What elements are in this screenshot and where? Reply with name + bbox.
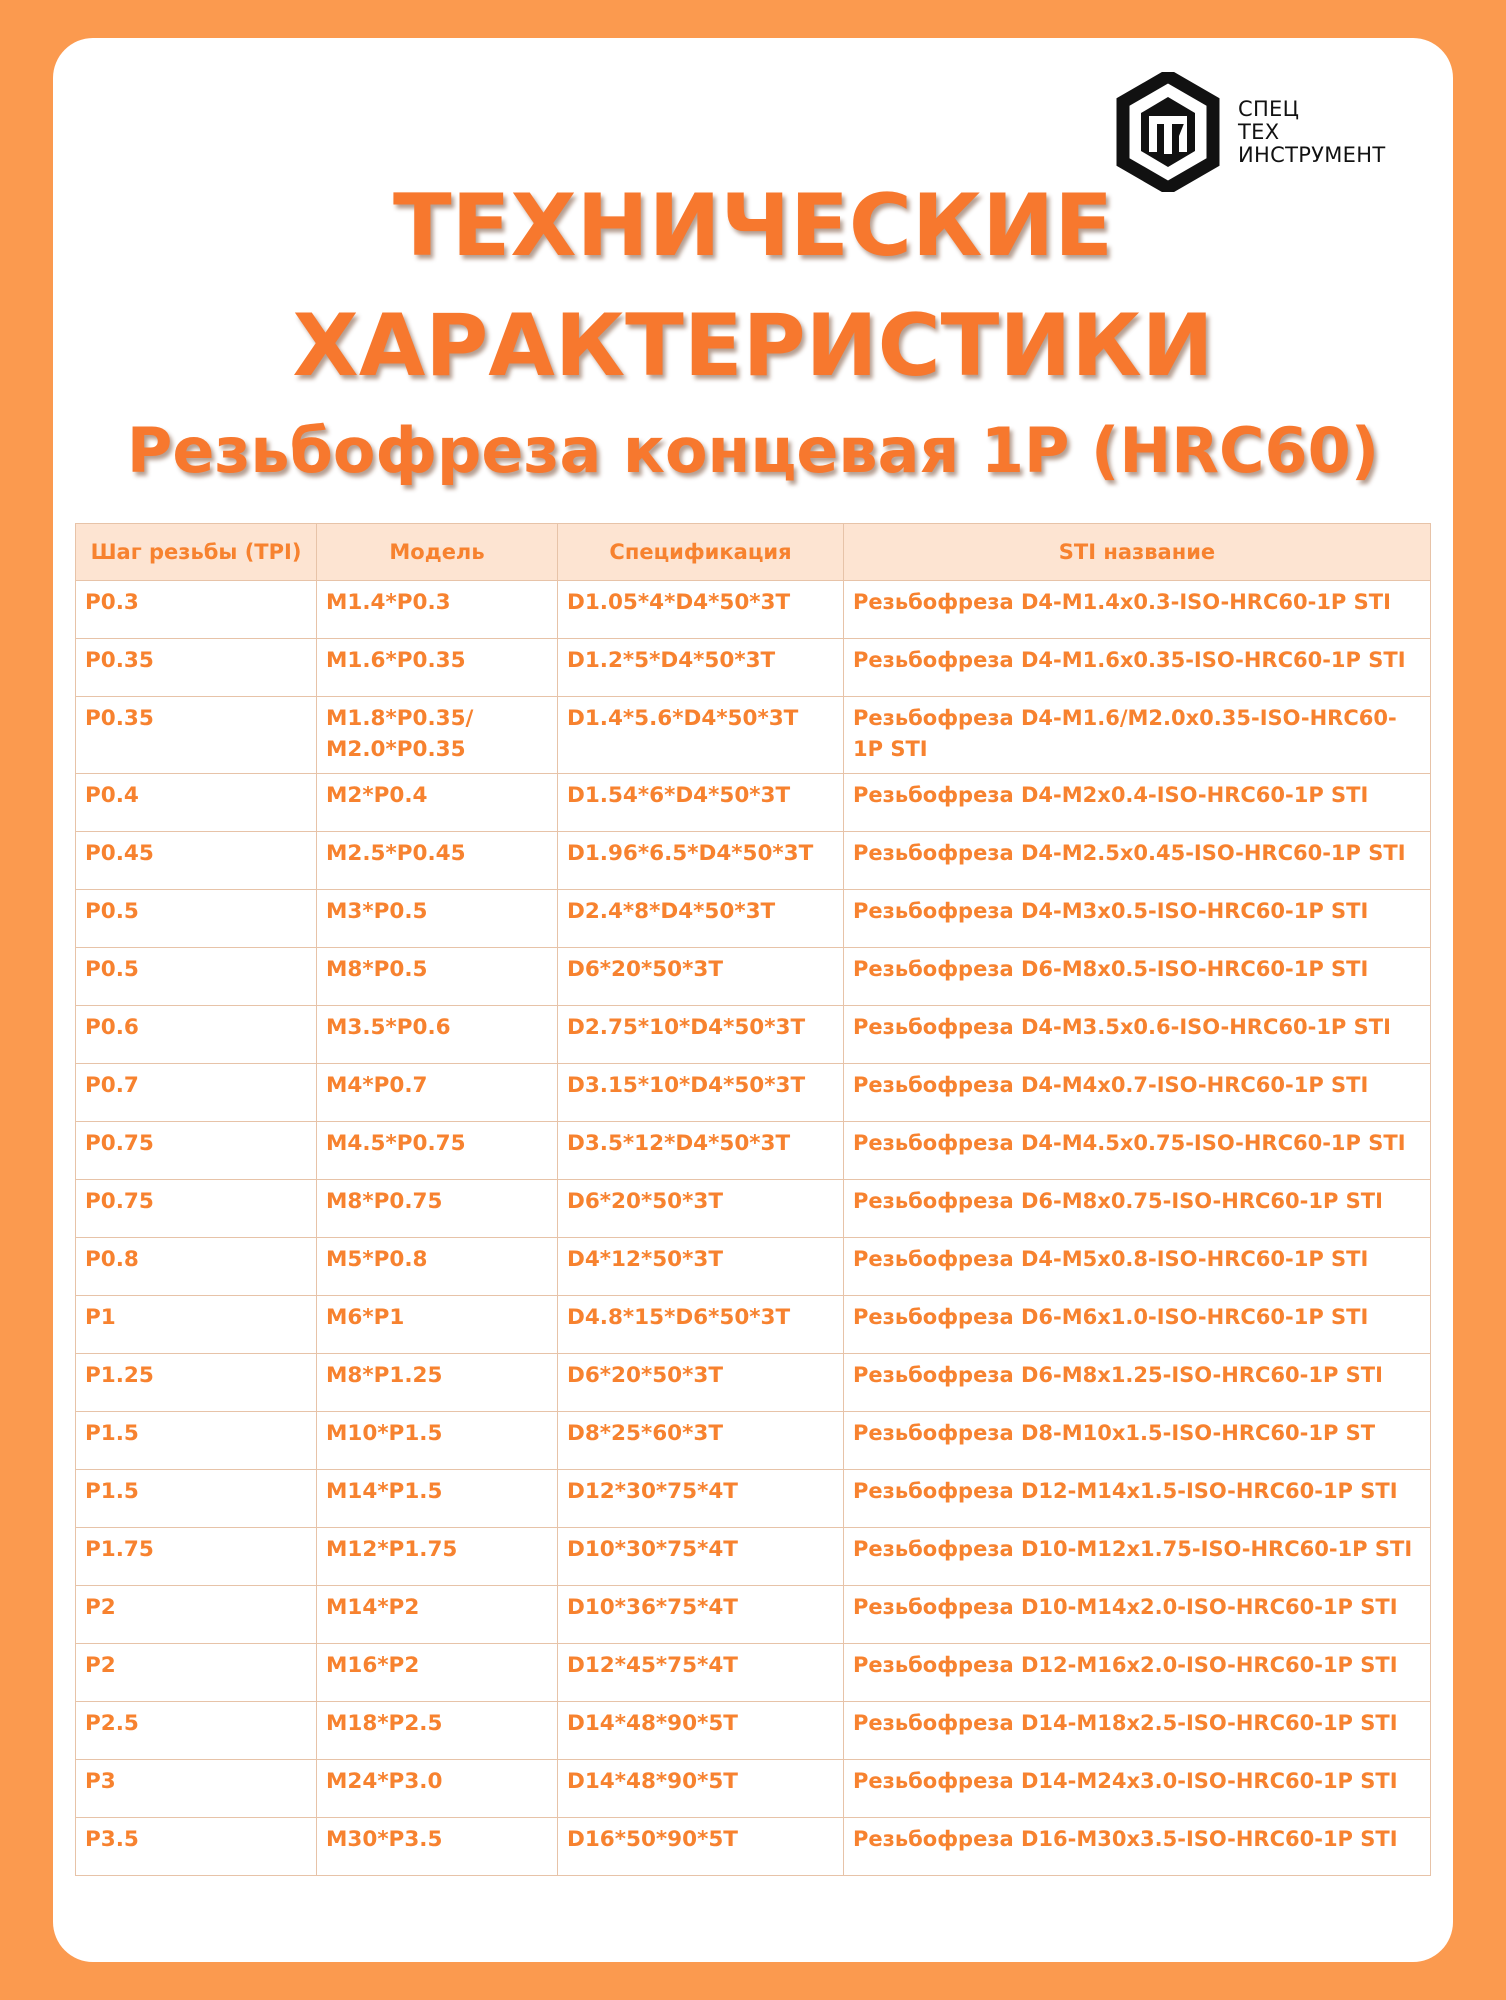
table-row — [76, 774, 1431, 832]
cell-sti-name: Резьбофреза D4-M1.6x0.35-ISO-HRC60-1P STI — [844, 639, 1431, 697]
cell-sti-name: Резьбофреза D4-M1.6/M2.0x0.35-ISO-HRC60-1P STI — [844, 697, 1431, 774]
table-row — [76, 1238, 1431, 1296]
table-row — [76, 1586, 1431, 1644]
logo-line-3: ИНСТРУМЕНТ — [1238, 142, 1386, 167]
cell-thread-pitch: P0.4 — [76, 774, 317, 832]
cell-model: M8*P0.75 — [317, 1180, 558, 1238]
table-row — [76, 1644, 1431, 1702]
cell-model: M6*P1 — [317, 1296, 558, 1354]
cell-model: M18*P2.5 — [317, 1702, 558, 1760]
table-row — [76, 1354, 1431, 1412]
spec-card — [53, 38, 1453, 1962]
cell-sti-name: Резьбофреза D4-M5x0.8-ISO-HRC60-1P STI — [844, 1238, 1431, 1296]
cell-thread-pitch: P1 — [76, 1296, 317, 1354]
cell-specification: D8*25*60*3T — [558, 1412, 844, 1470]
cell-thread-pitch: P2 — [76, 1586, 317, 1644]
cell-specification: D3.15*10*D4*50*3T — [558, 1064, 844, 1122]
table-row — [76, 1006, 1431, 1064]
cell-thread-pitch: P0.5 — [76, 890, 317, 948]
header-model: Модель — [317, 524, 558, 581]
cell-model: M10*P1.5 — [317, 1412, 558, 1470]
cell-sti-name: Резьбофреза D6-M8x0.5-ISO-HRC60-1P STI — [844, 948, 1431, 1006]
table-row — [76, 1528, 1431, 1586]
cell-thread-pitch: P1.5 — [76, 1470, 317, 1528]
cell-model: M5*P0.8 — [317, 1238, 558, 1296]
table-row — [76, 1296, 1431, 1354]
cell-sti-name: Резьбофреза D14-M18x2.5-ISO-HRC60-1P STI — [844, 1702, 1431, 1760]
cell-model: M30*P3.5 — [317, 1818, 558, 1876]
cell-sti-name: Резьбофреза D6-M8x0.75-ISO-HRC60-1P STI — [844, 1180, 1431, 1238]
cell-specification: D14*48*90*5T — [558, 1760, 844, 1818]
cell-thread-pitch: P0.75 — [76, 1122, 317, 1180]
table-body — [76, 581, 1431, 1876]
cell-specification: D6*20*50*3T — [558, 1354, 844, 1412]
cell-specification: D2.4*8*D4*50*3T — [558, 890, 844, 948]
cell-sti-name: Резьбофреза D4-M4x0.7-ISO-HRC60-1P STI — [844, 1064, 1431, 1122]
header-thread-pitch: Шаг резьбы (TPI) — [76, 524, 317, 581]
cell-specification: D3.5*12*D4*50*3T — [558, 1122, 844, 1180]
cell-specification: D1.54*6*D4*50*3T — [558, 774, 844, 832]
cell-specification: D4*12*50*3T — [558, 1238, 844, 1296]
logo-line-2: ТЕХ — [1238, 119, 1280, 144]
spec-table — [75, 523, 1431, 1876]
cell-specification: D12*45*75*4T — [558, 1644, 844, 1702]
cell-sti-name: Резьбофреза D12-M16x2.0-ISO-HRC60-1P STI — [844, 1644, 1431, 1702]
cell-model: M12*P1.75 — [317, 1528, 558, 1586]
cell-sti-name: Резьбофреза D4-M4.5x0.75-ISO-HRC60-1P STI — [844, 1122, 1431, 1180]
table-row — [76, 639, 1431, 697]
cell-thread-pitch: P3 — [76, 1760, 317, 1818]
cell-sti-name: Резьбофреза D10-M14x2.0-ISO-HRC60-1P STI — [844, 1586, 1431, 1644]
cell-thread-pitch: P1.75 — [76, 1528, 317, 1586]
cell-model: M14*P1.5 — [317, 1470, 558, 1528]
cell-model: M4.5*P0.75 — [317, 1122, 558, 1180]
cell-model: M8*P0.5 — [317, 948, 558, 1006]
cell-specification: D1.2*5*D4*50*3T — [558, 639, 844, 697]
table-row — [76, 1702, 1431, 1760]
cell-thread-pitch: P3.5 — [76, 1818, 317, 1876]
cell-model: M1.4*P0.3 — [317, 581, 558, 639]
table-row — [76, 1064, 1431, 1122]
cell-thread-pitch: P0.35 — [76, 639, 317, 697]
table-row — [76, 1122, 1431, 1180]
cell-specification: D1.96*6.5*D4*50*3T — [558, 832, 844, 890]
cell-specification: D16*50*90*5T — [558, 1818, 844, 1876]
cell-thread-pitch: P2 — [76, 1644, 317, 1702]
cell-specification: D6*20*50*3T — [558, 948, 844, 1006]
table-row — [76, 581, 1431, 639]
cell-specification: D2.75*10*D4*50*3T — [558, 1006, 844, 1064]
cell-model: M16*P2 — [317, 1644, 558, 1702]
cell-model: M1.8*P0.35/ M2.0*P0.35 — [317, 697, 558, 774]
table-row — [76, 1818, 1431, 1876]
cell-sti-name: Резьбофреза D6-M6x1.0-ISO-HRC60-1P STI — [844, 1296, 1431, 1354]
logo-text — [1238, 98, 1385, 167]
cell-model: M14*P2 — [317, 1586, 558, 1644]
cell-specification: D1.05*4*D4*50*3T — [558, 581, 844, 639]
cell-model: M1.6*P0.35 — [317, 639, 558, 697]
table-row — [76, 1470, 1431, 1528]
cell-sti-name: Резьбофреза D6-M8x1.25-ISO-HRC60-1P STI — [844, 1354, 1431, 1412]
cell-sti-name: Резьбофреза D14-M24x3.0-ISO-HRC60-1P STI — [844, 1760, 1431, 1818]
page-subtitle: Резьбофреза концевая 1P (HRC60) — [126, 414, 1380, 487]
table-row — [76, 890, 1431, 948]
logo-line-1: СПЕЦ — [1238, 96, 1300, 121]
cell-model: M24*P3.0 — [317, 1760, 558, 1818]
cell-sti-name: Резьбофреза D12-M14x1.5-ISO-HRC60-1P STI — [844, 1470, 1431, 1528]
cell-model: M8*P1.25 — [317, 1354, 558, 1412]
header-sti-name: STI название — [844, 524, 1431, 581]
cell-model: M2.5*P0.45 — [317, 832, 558, 890]
cell-sti-name: Резьбофреза D4-M3x0.5-ISO-HRC60-1P STI — [844, 890, 1431, 948]
cell-sti-name: Резьбофреза D4-M3.5x0.6-ISO-HRC60-1P STI — [844, 1006, 1431, 1064]
table-row — [76, 948, 1431, 1006]
cell-specification: D14*48*90*5T — [558, 1702, 844, 1760]
cell-thread-pitch: P1.5 — [76, 1412, 317, 1470]
table-row — [76, 1180, 1431, 1238]
table-row — [76, 832, 1431, 890]
cell-thread-pitch: P0.45 — [76, 832, 317, 890]
page-title-line-1: ТЕХНИЧЕСКИЕ — [392, 176, 1114, 276]
cell-specification: D12*30*75*4T — [558, 1470, 844, 1528]
cell-sti-name: Резьбофреза D10-M12x1.75-ISO-HRC60-1P STI — [844, 1528, 1431, 1586]
cell-specification: D4.8*15*D6*50*3T — [558, 1296, 844, 1354]
header-specification: Спецификация — [558, 524, 844, 581]
cell-thread-pitch: P0.35 — [76, 697, 317, 774]
cell-thread-pitch: P1.25 — [76, 1354, 317, 1412]
cell-model: M3*P0.5 — [317, 890, 558, 948]
cell-specification: D6*20*50*3T — [558, 1180, 844, 1238]
cell-sti-name: Резьбофреза D16-M30x3.5-ISO-HRC60-1P STI — [844, 1818, 1431, 1876]
cell-thread-pitch: P0.5 — [76, 948, 317, 1006]
cell-specification: D1.4*5.6*D4*50*3T — [558, 697, 844, 774]
cell-thread-pitch: P0.7 — [76, 1064, 317, 1122]
cell-model: M2*P0.4 — [317, 774, 558, 832]
cell-sti-name: Резьбофреза D8-M10x1.5-ISO-HRC60-1P ST — [844, 1412, 1431, 1470]
cell-thread-pitch: P2.5 — [76, 1702, 317, 1760]
cell-sti-name: Резьбофреза D4-M1.4x0.3-ISO-HRC60-1P STI — [844, 581, 1431, 639]
cell-thread-pitch: P0.8 — [76, 1238, 317, 1296]
table-header-row — [76, 524, 1431, 581]
cell-thread-pitch: P0.6 — [76, 1006, 317, 1064]
cell-model: M4*P0.7 — [317, 1064, 558, 1122]
cell-sti-name: Резьбофреза D4-M2x0.4-ISO-HRC60-1P STI — [844, 774, 1431, 832]
cell-sti-name: Резьбофреза D4-M2.5x0.45-ISO-HRC60-1P STI — [844, 832, 1431, 890]
cell-model: M3.5*P0.6 — [317, 1006, 558, 1064]
page-title-line-2: ХАРАКТЕРИСТИКИ — [292, 296, 1214, 396]
cell-thread-pitch: P0.75 — [76, 1180, 317, 1238]
cell-specification: D10*36*75*4T — [558, 1586, 844, 1644]
table-row — [76, 1412, 1431, 1470]
cell-thread-pitch: P0.3 — [76, 581, 317, 639]
cell-specification: D10*30*75*4T — [558, 1528, 844, 1586]
table-row — [76, 1760, 1431, 1818]
table-row — [76, 697, 1431, 774]
